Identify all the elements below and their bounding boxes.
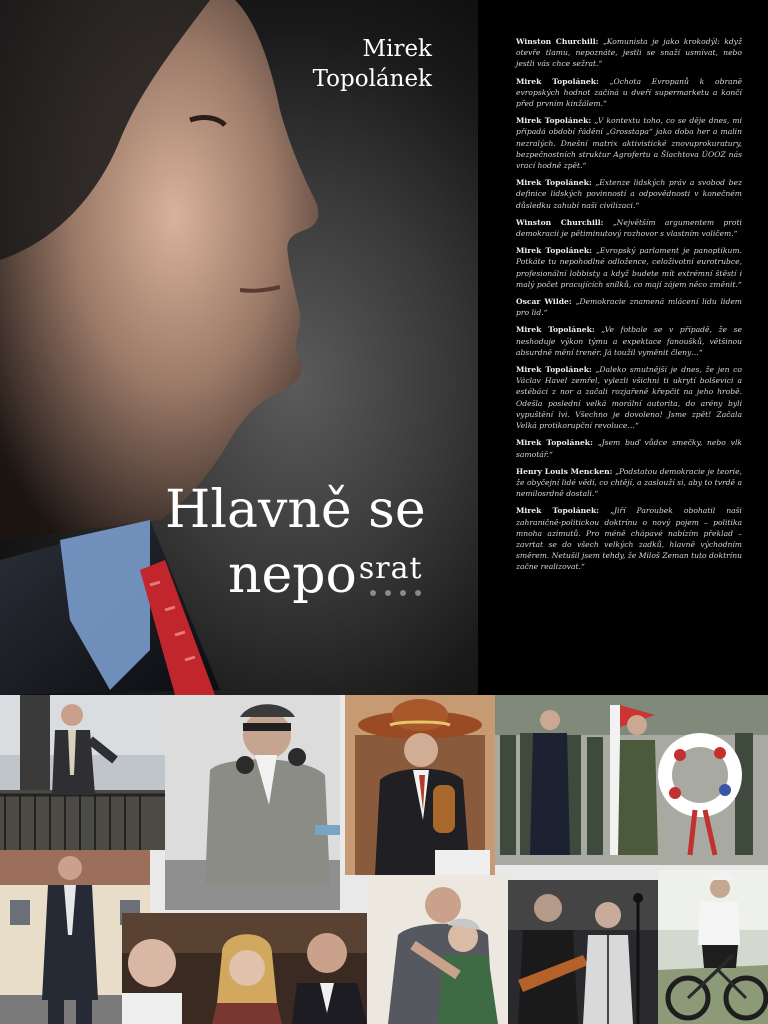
author-first-name: Mirek [362, 36, 432, 62]
book-title-line2 [228, 545, 423, 613]
quote-item [516, 36, 742, 70]
quote-text: „V kontextu toho, co se děje dnes, mi připadá období řádění „Grosstapa“ jako doba her a malin nezralých. Dnešní matrix aktivistické znovuprokuratury, bezpečnostních struktur Agrofertu a Šlachtova ÚOOZ nás vrací hodně zpět.“ [516, 116, 743, 171]
quote-text: „Největším argumentem proti demokracii je pětiminutový rozhovor s vlastním voličem.“ [516, 217, 742, 239]
quote-text: „Jiří Paroubek obohatil naši zahraničně-politickou doktrínu o nový pojem – politika mnoha azimutů. Pro méně chápavé nabízím překlad – zavrtat se do všech velkých zadků, hlavně východním směrem. Netušil jsem tehdy, že Miloš Zeman tuto doktrínu začne realizovat.“ [516, 506, 742, 572]
quote-author: Mirek Topolánek: [516, 506, 600, 516]
quote-item [516, 364, 742, 431]
quotes-column [516, 36, 742, 579]
quote-author: Winston Churchill: [516, 217, 604, 227]
quote-item [516, 296, 742, 318]
book-title-main: nepo [228, 545, 357, 605]
quote-author: Mirek Topolánek: [516, 246, 592, 256]
quote-author: Oscar Wilde: [516, 297, 572, 307]
quote-author: Mirek Topolánek: [516, 76, 599, 86]
quote-author: Mirek Topolánek: [516, 178, 592, 188]
title-dots [370, 590, 421, 596]
quote-item [516, 466, 742, 500]
quote-author: Mirek Topolánek: [516, 365, 592, 375]
photo-sombrero-bottle [345, 695, 495, 875]
photo-cyclist-helmet [165, 695, 340, 910]
quote-text: „Evropský parlament je panoptikum. Potkáte tu nepohodlné odložence, celoživotní eurotrubce, profesionální lobbisty a když budete mít extrémní štěstí i malý počet pracujících snílků, co mají zájem něco změnit.“ [516, 246, 743, 289]
photo-mountain-bike [658, 870, 768, 1024]
quote-author: Henry Louis Mencken: [516, 466, 613, 476]
book-title-small: srat [358, 551, 423, 586]
author-name [313, 34, 432, 94]
quote-item [516, 505, 742, 572]
quote-text: „Podstatou demokracie je teorie, že obyčejní lidé vědí, co chtějí, a zaslouží si, aby to tvrdě a nemilosrdně dostali.“ [516, 466, 742, 499]
quote-item [516, 324, 742, 358]
dot-icon [400, 590, 406, 596]
photo-collage [0, 695, 768, 1024]
quote-author: Mirek Topolánek: [516, 438, 593, 448]
quote-text: „Komunista je jako krokodýl: když otevře tlamu, nepoznáte, jestli se snaží usmívat, nebo jestli vás chce sežrat.“ [516, 37, 742, 69]
photo-honor-guard-wreath [495, 695, 768, 865]
book-title-line1: Hlavně se [165, 480, 426, 540]
quote-item [516, 76, 742, 110]
quote-author: Winston Churchill: [516, 37, 599, 46]
quote-text: „Extenze lidských práv a svobod bez definice lidských povinností a odpovědnosti v konečném důsledku zahubí naši civilizaci.“ [516, 178, 743, 210]
photo-reception-group [122, 913, 367, 1024]
quote-item [516, 437, 742, 459]
photo-concert-band [508, 880, 658, 1024]
quote-text: „Jsem buď vůdce smečky, nebo vlk samotář.“ [516, 438, 742, 459]
quote-text: „Daleko smutnější je dnes, že jen co Václav Havel zemřel, vylezli všichni ti ukrytí bolševici a estébáci z nor a začali rozjařeně křepčit na jeho hrobě. Odešla poslední velká morální autorita, do arény byli vypuštění lvi. Všechno je dovoleno! Jsme zpět! Začala Velká protikorupční revoluce…“ [516, 365, 743, 431]
quote-text: „Ochota Evropanů k obraně evropských hodnot začíná u dveří supermarketu a končí před prvním kinžálem.“ [516, 76, 742, 109]
quote-text: „Demokracie znamená mlácení lidu lidem pro lid.“ [516, 297, 743, 318]
quote-item [516, 177, 742, 211]
photo-balcony-speech [0, 695, 170, 850]
quote-item [516, 217, 742, 239]
photo-hug-elderly-woman [368, 875, 508, 1024]
quote-author: Mirek Topolánek: [516, 116, 592, 126]
author-last-name: Topolánek [312, 66, 432, 92]
quote-text: „Ve fotbale se v případě, že se neshoduje výkon týmu a expektace fanoušků, většinou absurdně mění trenér. Já toužil vyměnit členy…“ [516, 325, 742, 357]
quote-author: Mirek Topolánek: [516, 325, 595, 335]
dot-icon [415, 590, 421, 596]
dot-icon [370, 590, 376, 596]
quote-item [516, 115, 742, 171]
quote-item [516, 245, 742, 290]
dot-icon [385, 590, 391, 596]
